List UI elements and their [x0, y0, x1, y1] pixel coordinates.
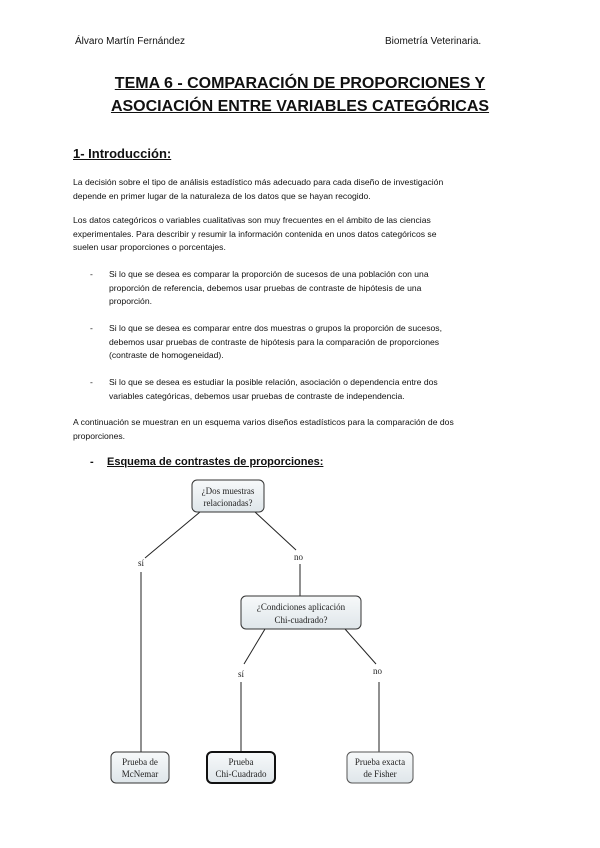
node-mcnemar-line-1: Prueba de: [122, 757, 158, 767]
bullet-1-line-2: proporción de referencia, debemos usar pruebas de contraste de hipótesis de una: [109, 282, 422, 293]
edge-root-no: [255, 512, 296, 550]
closing-line-1: A continuación se muestran en un esquema varios diseños estadísticos para la comparación de dos: [73, 417, 454, 427]
node-root: [192, 480, 264, 512]
paragraph-2-line-2: experimentales. Para describir y resumir la información contenida en unos datos categóricos se: [73, 228, 437, 239]
bullet-dash: -: [90, 269, 93, 279]
edge-root-yes: [145, 512, 200, 558]
bullet-dash: -: [90, 377, 93, 387]
scheme-dash: -: [90, 456, 94, 468]
page-title-line-1: TEMA 6 - COMPARACIÓN DE PROPORCIONES Y: [114, 75, 486, 92]
bullet-1-line-1: Si lo que se desea es comparar la proporción de sucesos de una población con una: [109, 269, 429, 279]
bullet-2-line-2: debemos usar pruebas de contraste de hipótesis para la comparación de proporciones: [109, 336, 440, 347]
bullet-dash: -: [90, 323, 93, 333]
edge-label-root-yes: sí: [138, 558, 145, 568]
node-root-line-1: ¿Dos muestras: [201, 486, 255, 496]
bullet-2-line-1: Si lo que se desea es comparar entre dos muestras o grupos la proporción de sucesos,: [109, 323, 442, 333]
node-conditions-line-2: Chi-cuadrado?: [274, 615, 328, 625]
section-title: 1- Introducción:: [73, 146, 172, 161]
scheme-title: Esquema de contrastes de proporciones:: [107, 456, 324, 468]
node-fisher: [347, 752, 413, 783]
header-course: Biometría Veterinaria.: [385, 36, 482, 47]
edge-label-cond-yes: sí: [238, 669, 245, 679]
node-fisher-line-1: Prueba exacta: [354, 757, 406, 767]
header-author: Álvaro Martín Fernández: [75, 36, 186, 47]
closing-line-2: proporciones.: [73, 430, 126, 441]
paragraph-1-line-1: La decisión sobre el tipo de análisis estadístico más adecuado para cada diseño de investigación: [73, 177, 444, 187]
node-conditions: [241, 596, 361, 629]
paragraph-1-line-2: depende en primer lugar de la naturaleza de los datos que se hayan recogido.: [73, 190, 371, 201]
edge-label-root-no: no: [294, 552, 303, 562]
paragraph-2-line-1: Los datos categóricos o variables cualitativas son muy frecuentes en el ámbito de las ciencias: [73, 215, 431, 225]
bullet-2-line-3: (contraste de homogeneidad).: [109, 350, 224, 360]
paragraph-2-line-3: suelen usar proporciones o porcentajes.: [73, 242, 226, 252]
node-mcnemar-line-2: McNemar: [121, 769, 159, 779]
node-chi-line-2: Chi-Cuadrado: [215, 769, 267, 779]
edge-cond-yes: [244, 629, 265, 664]
page-title-line-2: ASOCIACIÓN ENTRE VARIABLES CATEGÓRICAS: [110, 98, 490, 115]
bullet-1-line-3: proporción.: [109, 296, 152, 306]
node-chi-line-1: Prueba: [228, 757, 254, 767]
edge-label-cond-no: no: [373, 666, 382, 676]
bullet-3-line-1: Si lo que se desea es estudiar la posible relación, asociación o dependencia entre dos: [109, 377, 438, 387]
bullet-3-line-2: variables categóricas, debemos usar pruebas de contraste de independencia.: [109, 390, 405, 401]
node-chi-cuadrado: [207, 752, 275, 783]
node-conditions-line-1: ¿Condiciones aplicación: [256, 602, 346, 612]
node-root-line-2: relacionadas?: [203, 498, 253, 508]
node-mcnemar: [111, 752, 169, 783]
edge-cond-no: [345, 629, 376, 664]
node-fisher-line-2: de Fisher: [363, 769, 397, 779]
